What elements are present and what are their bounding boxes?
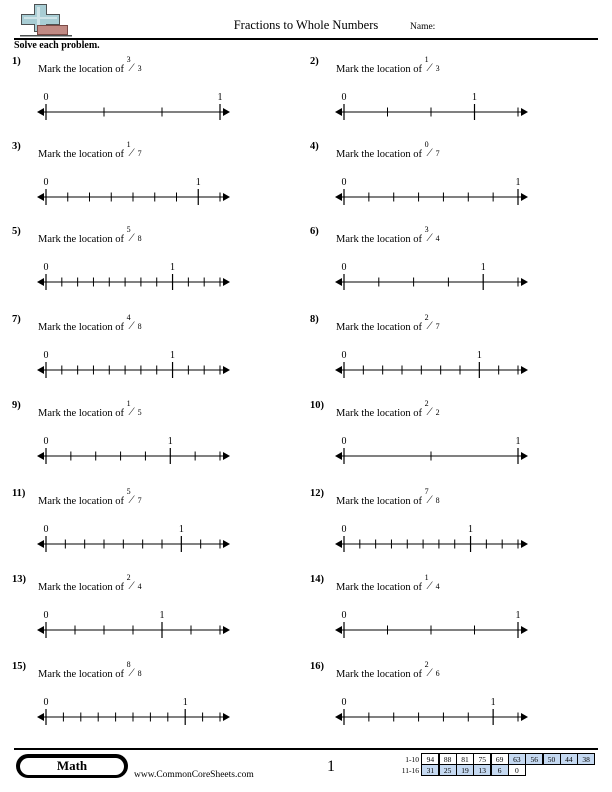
fraction — [424, 487, 441, 506]
problem-number: 13) — [12, 574, 26, 585]
prompt-text: Mark the location of — [336, 408, 423, 419]
number-line-label-zero: 0 — [43, 177, 49, 188]
problem-item — [306, 226, 596, 311]
fraction-denominator: 8 — [435, 496, 440, 505]
fraction — [126, 55, 143, 74]
problem-prompt — [38, 487, 143, 507]
number-line-label-one: 1 — [515, 177, 521, 188]
prompt-text: Mark the location of — [38, 64, 125, 75]
fraction-numerator: 2 — [424, 313, 429, 322]
number-line-label-one: 1 — [167, 436, 173, 447]
number-line-label-zero: 0 — [341, 697, 347, 708]
fraction-slash: ⁄ — [428, 404, 431, 418]
problem-item — [306, 56, 596, 141]
score-cell: 38 — [577, 753, 595, 765]
prompt-text: Mark the location of — [38, 149, 125, 160]
prompt-text: Mark the location of — [336, 582, 423, 593]
number-line-label-one: 1 — [468, 524, 474, 535]
fraction-numerator: 2 — [126, 573, 131, 582]
number-line-label-one: 1 — [182, 697, 188, 708]
score-cell: 19 — [456, 764, 474, 776]
subject-badge-label: Math — [20, 758, 124, 775]
prompt-text: Mark the location of — [38, 234, 125, 245]
problem-number: 11) — [12, 488, 26, 499]
fraction-slash: ⁄ — [130, 60, 133, 74]
prompt-text: Mark the location of — [38, 322, 125, 333]
problem-prompt — [38, 140, 143, 160]
score-cell: 0 — [508, 764, 526, 776]
number-line[interactable] — [338, 424, 528, 468]
problem-item — [306, 574, 596, 659]
fraction-slash: ⁄ — [428, 230, 431, 244]
fraction — [126, 573, 143, 592]
fraction-denominator: 7 — [137, 149, 142, 158]
fraction — [424, 313, 441, 332]
number-line-label-zero: 0 — [43, 92, 49, 103]
number-line-label-zero: 0 — [341, 524, 347, 535]
fraction-denominator: 4 — [137, 582, 142, 591]
number-line-label-zero: 0 — [341, 177, 347, 188]
score-row — [392, 765, 595, 776]
problem-number: 2) — [310, 56, 319, 67]
problem-item — [306, 661, 596, 746]
problem-item — [8, 574, 298, 659]
fraction-slash: ⁄ — [428, 665, 431, 679]
fraction-denominator: 3 — [435, 64, 440, 73]
problem-number: 9) — [12, 400, 21, 411]
number-line[interactable] — [338, 512, 528, 556]
score-cell: 50 — [543, 753, 561, 765]
fraction-slash: ⁄ — [130, 318, 133, 332]
instructions-text: Solve each problem. — [14, 40, 100, 51]
number-line-label-one: 1 — [490, 697, 496, 708]
score-row-label: 11-16 — [401, 766, 419, 775]
site-url: www.CommonCoreSheets.com — [134, 770, 254, 780]
problem-number: 8) — [310, 314, 319, 325]
prompt-text: Mark the location of — [336, 669, 423, 680]
fraction-denominator: 7 — [435, 149, 440, 158]
prompt-text: Mark the location of — [336, 496, 423, 507]
score-cell: 81 — [456, 753, 474, 765]
number-line[interactable] — [338, 338, 528, 382]
fraction-numerator: 8 — [126, 660, 131, 669]
fraction — [424, 573, 441, 592]
fraction-denominator: 3 — [137, 64, 142, 73]
fraction-denominator: 5 — [137, 408, 142, 417]
fraction-numerator: 5 — [126, 225, 131, 234]
fraction-numerator: 7 — [424, 487, 429, 496]
problem-item — [8, 56, 298, 141]
problem-item — [306, 314, 596, 399]
page-header — [0, 0, 612, 51]
score-cell: 6 — [491, 764, 509, 776]
fraction-denominator: 6 — [435, 669, 440, 678]
prompt-text: Mark the location of — [336, 234, 423, 245]
fraction — [126, 313, 143, 332]
score-cell: 94 — [421, 753, 439, 765]
prompt-text: Mark the location of — [38, 496, 125, 507]
number-line-label-zero: 0 — [43, 610, 49, 621]
number-line[interactable] — [338, 165, 528, 209]
number-line-label-one: 1 — [515, 610, 521, 621]
number-line[interactable] — [40, 165, 230, 209]
score-cell: 25 — [439, 764, 457, 776]
problem-number: 5) — [12, 226, 21, 237]
fraction-denominator: 7 — [435, 322, 440, 331]
fraction-slash: ⁄ — [428, 578, 431, 592]
problem-item — [8, 488, 298, 573]
number-line-label-zero: 0 — [43, 524, 49, 535]
score-cell: 69 — [491, 753, 509, 765]
fraction-numerator: 0 — [424, 140, 429, 149]
fraction-numerator: 3 — [126, 55, 131, 64]
problem-prompt — [336, 140, 441, 160]
fraction-numerator: 1 — [424, 573, 429, 582]
page-footer — [0, 748, 612, 792]
fraction — [126, 140, 143, 159]
problem-number: 1) — [12, 56, 21, 67]
number-line[interactable] — [338, 80, 528, 124]
prompt-text: Mark the location of — [38, 582, 125, 593]
fraction-numerator: 3 — [424, 225, 429, 234]
problem-item — [8, 661, 298, 746]
prompt-text: Mark the location of — [38, 669, 125, 680]
fraction-slash: ⁄ — [130, 230, 133, 244]
problem-number: 10) — [310, 400, 324, 411]
fraction-numerator: 1 — [126, 140, 131, 149]
number-line[interactable] — [40, 424, 230, 468]
fraction-numerator: 4 — [126, 313, 131, 322]
fraction — [126, 399, 143, 418]
problem-number: 6) — [310, 226, 319, 237]
problem-prompt — [38, 399, 143, 419]
fraction-slash: ⁄ — [428, 492, 431, 506]
problem-prompt — [336, 487, 441, 507]
fraction-denominator: 4 — [435, 234, 440, 243]
score-cell: 31 — [421, 764, 439, 776]
problem-prompt — [38, 55, 143, 75]
problem-number: 14) — [310, 574, 324, 585]
score-cell: 44 — [560, 753, 578, 765]
problem-prompt — [336, 55, 441, 75]
number-line-label-zero: 0 — [341, 350, 347, 361]
problem-number: 16) — [310, 661, 324, 672]
prompt-text: Mark the location of — [38, 408, 125, 419]
problem-item — [306, 400, 596, 485]
prompt-text: Mark the location of — [336, 322, 423, 333]
number-line-label-one: 1 — [480, 262, 486, 273]
score-cell: 56 — [525, 753, 543, 765]
number-line-label-one: 1 — [178, 524, 184, 535]
fraction-denominator: 4 — [435, 582, 440, 591]
fraction-denominator: 2 — [435, 408, 440, 417]
page-number: 1 — [327, 758, 335, 775]
number-line-label-zero: 0 — [43, 350, 49, 361]
prompt-text: Mark the location of — [336, 149, 423, 160]
number-line-label-zero: 0 — [43, 697, 49, 708]
problem-prompt — [336, 399, 441, 419]
number-line-label-one: 1 — [170, 350, 176, 361]
number-line-label-zero: 0 — [341, 610, 347, 621]
number-line-label-one: 1 — [472, 92, 477, 103]
score-grid — [392, 754, 595, 776]
fraction-slash: ⁄ — [428, 318, 431, 332]
fraction-numerator: 2 — [424, 399, 429, 408]
fraction-denominator: 8 — [137, 322, 142, 331]
number-line[interactable] — [40, 338, 230, 382]
fraction-slash: ⁄ — [130, 404, 133, 418]
problem-prompt — [38, 225, 143, 245]
problem-number: 15) — [12, 661, 26, 672]
problem-prompt — [336, 573, 441, 593]
number-line-label-one: 1 — [515, 436, 521, 447]
number-line-label-one: 1 — [195, 177, 201, 188]
problem-item — [8, 226, 298, 311]
number-line[interactable] — [40, 598, 230, 642]
number-line-label-zero: 0 — [341, 262, 347, 273]
name-field-label: Name: — [410, 22, 436, 32]
number-line-label-one: 1 — [170, 262, 176, 273]
number-line-label-one: 1 — [159, 610, 165, 621]
problem-prompt — [336, 660, 441, 680]
number-line[interactable] — [40, 512, 230, 556]
fraction-numerator: 2 — [424, 660, 429, 669]
number-line[interactable] — [40, 685, 230, 729]
score-cell: 75 — [473, 753, 491, 765]
number-line-label-zero: 0 — [341, 92, 347, 103]
prompt-text: Mark the location of — [336, 64, 423, 75]
fraction-slash: ⁄ — [428, 145, 431, 159]
footer-divider — [14, 748, 598, 750]
problem-prompt — [38, 573, 143, 593]
fraction — [424, 399, 441, 418]
problem-item — [8, 141, 298, 226]
score-cell: 63 — [508, 753, 526, 765]
problem-number: 3) — [12, 141, 21, 152]
number-line[interactable] — [40, 250, 230, 294]
problem-item — [306, 488, 596, 573]
fraction-denominator: 7 — [137, 496, 142, 505]
problem-item — [8, 400, 298, 485]
fraction-numerator: 1 — [424, 55, 429, 64]
problem-prompt — [38, 313, 143, 333]
problem-number: 4) — [310, 141, 319, 152]
fraction-slash: ⁄ — [428, 60, 431, 74]
problem-number: 12) — [310, 488, 324, 499]
fraction — [424, 225, 441, 244]
number-line[interactable] — [338, 598, 528, 642]
number-line-label-zero: 0 — [43, 262, 49, 273]
fraction-numerator: 1 — [126, 399, 131, 408]
score-row-label: 1-10 — [405, 755, 419, 764]
score-cell: 88 — [439, 753, 457, 765]
fraction-slash: ⁄ — [130, 665, 133, 679]
number-line-label-one: 1 — [476, 350, 482, 361]
fraction — [126, 225, 143, 244]
fraction-denominator: 8 — [137, 669, 142, 678]
problem-item — [306, 141, 596, 226]
number-line-label-one: 1 — [217, 92, 223, 103]
score-cell: 13 — [473, 764, 491, 776]
problem-item — [8, 314, 298, 399]
number-line[interactable] — [338, 250, 528, 294]
fraction-slash: ⁄ — [130, 492, 133, 506]
fraction-slash: ⁄ — [130, 145, 133, 159]
problem-prompt — [336, 313, 441, 333]
page-title: Fractions to Whole Numbers — [233, 18, 379, 32]
problem-prompt — [38, 660, 143, 680]
number-line[interactable] — [40, 80, 230, 124]
fraction — [424, 55, 441, 74]
number-line[interactable] — [338, 685, 528, 729]
subject-badge — [16, 754, 128, 778]
fraction — [424, 140, 441, 159]
fraction — [424, 660, 441, 679]
problem-number: 7) — [12, 314, 21, 325]
fraction — [126, 487, 143, 506]
number-line-label-zero: 0 — [43, 436, 49, 447]
number-line-label-zero: 0 — [341, 436, 347, 447]
problem-prompt — [336, 225, 441, 245]
header-divider — [14, 38, 598, 40]
fraction-numerator: 5 — [126, 487, 131, 496]
fraction-slash: ⁄ — [130, 578, 133, 592]
fraction — [126, 660, 143, 679]
fraction-denominator: 8 — [137, 234, 142, 243]
